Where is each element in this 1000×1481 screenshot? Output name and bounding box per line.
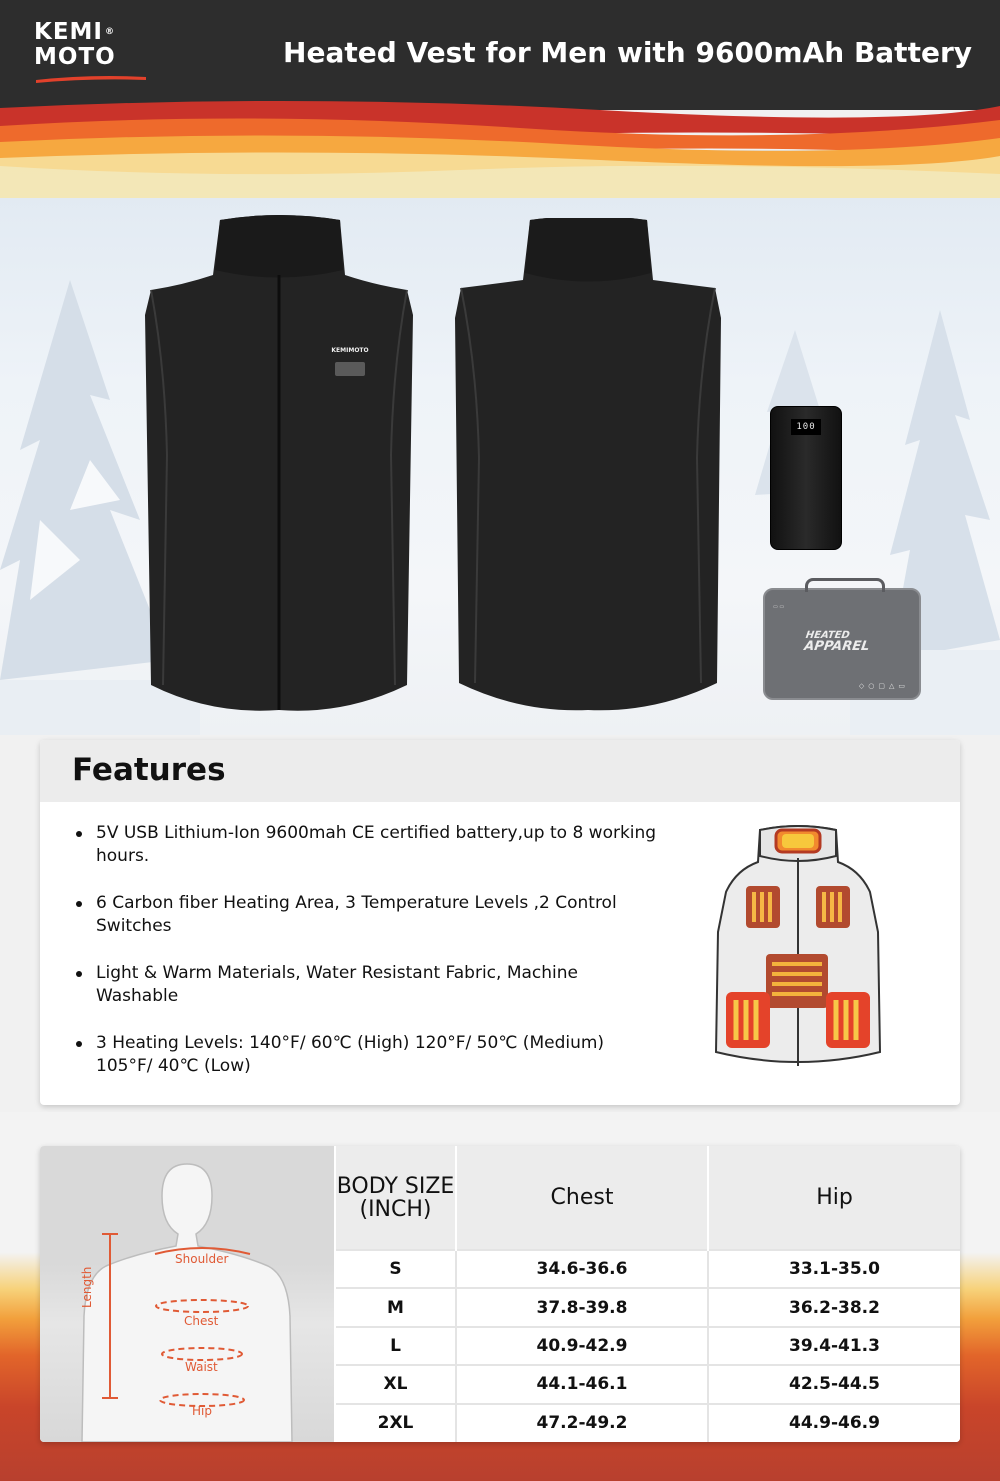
logo-swoosh-icon — [36, 74, 146, 84]
hip-cell: 33.1-35.0 — [708, 1250, 960, 1288]
chest-cell: 34.6-36.6 — [456, 1250, 708, 1288]
waist-label: Waist — [185, 1360, 218, 1374]
features-header — [40, 740, 960, 802]
heat-pad-chest-left-icon — [746, 886, 780, 928]
header-bar — [0, 0, 1000, 110]
table-row — [336, 1250, 960, 1288]
heat-pad-back-icon — [766, 954, 828, 1008]
table-row — [336, 1288, 960, 1326]
hip-cell: 42.5-44.5 — [708, 1365, 960, 1403]
hip-label: Hip — [192, 1404, 212, 1418]
size-cell: XL — [336, 1365, 456, 1403]
table-row — [336, 1404, 960, 1442]
column-header-chest: Chest — [456, 1146, 708, 1250]
features-card — [40, 740, 960, 1105]
hip-cell: 36.2-38.2 — [708, 1288, 960, 1326]
feature-list — [74, 822, 664, 1102]
shoulder-label: Shoulder — [175, 1252, 229, 1266]
size-cell: S — [336, 1250, 456, 1288]
hip-cell: 39.4-41.3 — [708, 1327, 960, 1365]
chest-cell: 40.9-42.9 — [456, 1327, 708, 1365]
column-header-hip: Hip — [708, 1146, 960, 1250]
length-label: Length — [80, 1266, 94, 1308]
heating-zones-diagram — [710, 822, 886, 1072]
table-row — [336, 1327, 960, 1365]
chest-label: Chest — [184, 1314, 219, 1328]
feature-item: Light & Warm Materials, Water Resistant Fabric, Machine Washable — [74, 962, 664, 1008]
column-header-size: BODY SIZE (INCH) — [336, 1146, 456, 1250]
table-row — [336, 1365, 960, 1403]
chest-cell: 37.8-39.8 — [456, 1288, 708, 1326]
size-chart-card — [40, 1146, 960, 1442]
bag-handle — [805, 578, 885, 592]
battery-pack-image — [770, 406, 842, 550]
size-cell: 2XL — [336, 1404, 456, 1442]
flame-stripe-icon — [0, 98, 1000, 198]
hip-cell: 44.9-46.9 — [708, 1404, 960, 1442]
chest-cell: 44.1-46.1 — [456, 1365, 708, 1403]
feature-item: 5V USB Lithium-Ion 9600mah CE certified battery,up to 8 working hours. — [74, 822, 664, 868]
feature-item: 6 Carbon fiber Heating Area, 3 Temperature Levels ,2 Control Switches — [74, 892, 664, 938]
table-header-row — [336, 1146, 960, 1250]
body-measure-panel — [40, 1146, 334, 1442]
size-cell: L — [336, 1327, 456, 1365]
heat-pad-chest-right-icon — [816, 886, 850, 928]
heat-pad-waist-right-icon — [826, 992, 870, 1048]
chest-cell: 47.2-49.2 — [456, 1404, 708, 1442]
page-title: Heated Vest for Men with 9600mAh Battery — [283, 36, 972, 69]
bag-label: HEATED APPAREL — [803, 630, 871, 654]
vest-logo-text: KEMIMOTO — [331, 347, 369, 354]
brand-logo[interactable]: KEMI ® MOTO — [34, 19, 116, 70]
vest-front-image — [145, 215, 413, 713]
size-cell: M — [336, 1288, 456, 1326]
size-table — [336, 1146, 960, 1442]
bag-care-icons: ◇○▢△▭ — [858, 682, 909, 690]
product-hero — [0, 150, 1000, 735]
bag-tag: ▭ ▭ — [773, 604, 785, 610]
heat-pad-waist-left-icon — [726, 992, 770, 1048]
feature-item: 3 Heating Levels: 140°F/ 60℃ (High) 120°F/ 50℃ (Medium) 105°F/ 40℃ (Low) — [74, 1032, 664, 1078]
vest-back-image — [455, 218, 721, 713]
storage-bag-image — [763, 588, 921, 700]
features-heading: Features — [72, 752, 226, 788]
battery-display: 100 — [791, 419, 821, 435]
